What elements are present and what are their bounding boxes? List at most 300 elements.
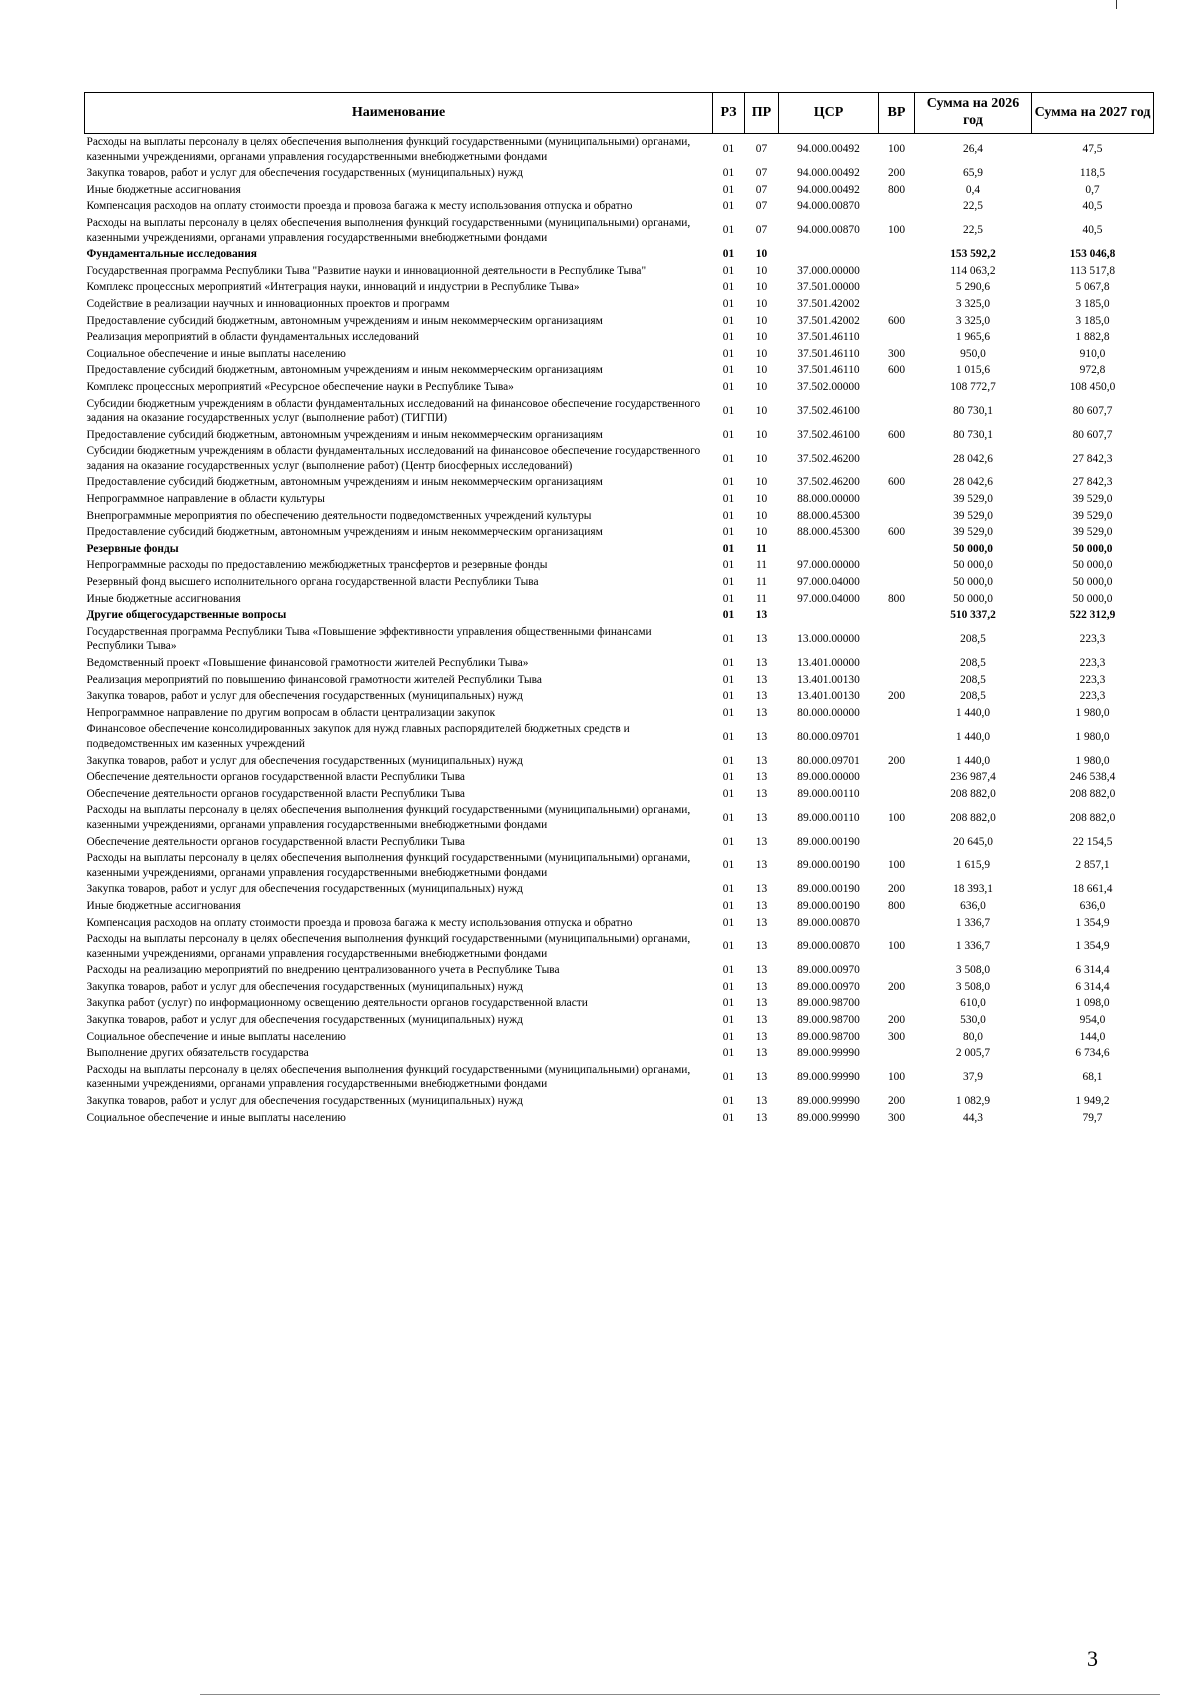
table-row [85, 198, 1154, 215]
row-vr [879, 995, 915, 1012]
row-name: Расходы на выплаты персоналу в целях обеспечения выполнения функций государственными (муниципальными) органами, казенными учреждениями, органами управления государственными внебюджетными фондами [86, 933, 691, 960]
row-vr: 300 [887, 1030, 906, 1043]
row-csr: 37.501.46110 [797, 331, 860, 344]
row-pr: 13 [755, 1111, 768, 1124]
row-rz: 01 [722, 364, 735, 377]
table-row [85, 329, 1154, 346]
row-sum-2026: 1 440,0 [955, 730, 991, 743]
header-sum-2027: Сумма на 2027 год [1032, 93, 1154, 134]
row-vr [879, 263, 915, 280]
row-sum-2027: 223,3 [1079, 657, 1106, 669]
row-name: Другие общегосударственные вопросы [86, 609, 287, 622]
row-sum-2027: 6 734,6 [1075, 1047, 1110, 1060]
row-vr [879, 557, 915, 574]
row-sum-2026: 37,9 [963, 1071, 983, 1084]
row-pr: 13 [755, 1047, 768, 1060]
bottom-rule [200, 1694, 1160, 1695]
row-sum-2026: 22,5 [963, 224, 983, 237]
row-pr: 13 [755, 1030, 768, 1043]
row-sum-2027: 5 067,8 [1075, 281, 1110, 294]
row-sum-2027: 50 000,0 [1072, 592, 1113, 605]
row-name: Закупка товаров, работ и услуг для обеспечения государственных (муниципальных) нужд [86, 883, 523, 896]
row-pr: 10 [755, 331, 768, 344]
row-csr: 89.000.00190 [797, 883, 860, 896]
row-csr: 97.000.00000 [797, 559, 860, 572]
row-sum-2027: 113 517,8 [1069, 264, 1116, 277]
row-vr: 100 [887, 859, 906, 872]
row-sum-2026: 28 042,6 [953, 452, 993, 465]
table-row [85, 850, 1154, 881]
row-pr: 10 [755, 248, 768, 261]
table-row [85, 508, 1154, 525]
table-row [85, 1093, 1154, 1110]
table-row [85, 165, 1154, 182]
table-row [85, 672, 1154, 689]
table-row [85, 931, 1154, 962]
header-name: Наименование [85, 93, 713, 134]
row-name: Расходы на выплаты персоналу в целях обеспечения выполнения функций государственными (муниципальными) органами, казенными учреждениями, органами управления государственными внебюджетными фондами [86, 136, 691, 163]
row-name: Субсидии бюджетным учреждениям в области фундаментальных исследований на финансовое обеспечение государственного задания на оказание государственных услуг (выполнение работ) (Центр биосферных исследований) [86, 445, 701, 472]
header-pr: ПР [745, 93, 779, 134]
row-vr [879, 198, 915, 215]
row-sum-2026: 1 440,0 [955, 706, 991, 719]
row-csr: 94.000.00492 [797, 183, 860, 196]
table-row [85, 443, 1154, 474]
row-sum-2027: 118,5 [1079, 167, 1106, 180]
table-row [85, 786, 1154, 803]
row-sum-2027: 27 842,3 [1072, 476, 1113, 489]
row-pr: 13 [755, 706, 768, 719]
table-row [85, 962, 1154, 979]
row-vr: 200 [887, 1014, 906, 1027]
row-vr: 100 [887, 940, 906, 953]
row-sum-2027: 153 046,8 [1069, 248, 1116, 261]
row-vr [879, 443, 915, 474]
row-rz: 01 [722, 997, 735, 1010]
row-sum-2026: 44,3 [963, 1111, 983, 1124]
row-sum-2026: 39 529,0 [953, 493, 993, 506]
row-pr: 10 [755, 509, 768, 522]
row-sum-2026: 50 000,0 [953, 559, 993, 572]
row-sum-2027: 68,1 [1082, 1071, 1103, 1084]
row-name: Реализация мероприятий по повышению финансовой грамотности жителей Республики Тыва [86, 673, 542, 686]
table-row [85, 557, 1154, 574]
row-name: Расходы на выплаты персоналу в целях обеспечения выполнения функций государственными (муниципальными) органами, казенными учреждениями, органами управления государственными внебюджетными фондами [86, 852, 691, 879]
table-row [85, 1012, 1154, 1029]
row-rz: 01 [722, 347, 735, 360]
row-csr: 37.502.00000 [797, 380, 860, 393]
row-rz: 01 [722, 771, 735, 784]
table-row [85, 655, 1154, 672]
table-body [85, 134, 1154, 1127]
row-name: Резервные фонды [86, 542, 179, 555]
row-rz: 01 [722, 940, 735, 953]
row-sum-2027: 1 980,0 [1075, 706, 1110, 719]
row-name: Предоставление субсидий бюджетным, автономным учреждениям и иным некоммерческим организациям [86, 476, 603, 489]
row-pr: 13 [755, 916, 768, 929]
row-sum-2027: 522 312,9 [1069, 609, 1116, 622]
row-csr: 37.000.00000 [797, 264, 860, 277]
table-row [85, 134, 1154, 166]
row-vr: 800 [887, 183, 906, 196]
row-sum-2026: 39 529,0 [953, 526, 993, 539]
row-pr: 13 [755, 811, 768, 824]
row-sum-2026: 108 772,7 [950, 380, 996, 393]
row-pr: 07 [755, 143, 768, 156]
row-rz: 01 [722, 980, 735, 993]
row-name: Обеспечение деятельности органов государственной власти Республики Тыва [86, 787, 465, 800]
row-pr: 10 [755, 476, 768, 489]
row-vr: 600 [887, 476, 906, 489]
row-sum-2027: 1 949,2 [1075, 1095, 1110, 1108]
row-csr: 89.000.00190 [797, 835, 860, 848]
row-sum-2027: 1 098,0 [1075, 997, 1110, 1010]
row-name: Предоставление субсидий бюджетным, автономным учреждениям и иным некоммерческим организациям [86, 428, 603, 441]
table-row [85, 769, 1154, 786]
row-csr [779, 541, 879, 558]
row-csr: 37.502.46200 [797, 452, 860, 465]
row-vr [879, 396, 915, 427]
row-pr: 11 [756, 576, 767, 589]
row-sum-2026: 1 615,9 [955, 859, 991, 872]
row-csr: 37.501.46110 [797, 364, 860, 377]
row-vr: 100 [887, 811, 906, 824]
row-csr: 89.000.00970 [797, 980, 860, 993]
row-rz: 01 [722, 183, 735, 196]
row-sum-2026: 208,5 [960, 633, 986, 646]
row-csr: 97.000.04000 [797, 576, 860, 589]
table-row [85, 979, 1154, 996]
row-name: Реализация мероприятий в области фундаментальных исследований [86, 331, 419, 344]
row-vr [879, 705, 915, 722]
row-csr: 37.502.46100 [797, 428, 860, 441]
table-row [85, 721, 1154, 752]
row-vr: 200 [887, 754, 906, 767]
row-rz: 01 [722, 964, 735, 977]
row-sum-2026: 208 882,0 [950, 811, 996, 824]
row-vr: 200 [887, 690, 906, 703]
row-rz: 01 [722, 1095, 735, 1108]
row-sum-2027: 223,3 [1079, 673, 1106, 686]
row-csr: 89.000.00110 [797, 787, 860, 800]
row-sum-2027: 80 607,7 [1072, 404, 1113, 417]
row-rz: 01 [722, 452, 735, 465]
table-row [85, 1062, 1154, 1093]
row-pr: 13 [755, 899, 768, 912]
row-csr: 37.502.46100 [797, 404, 860, 417]
row-sum-2026: 636,0 [960, 899, 986, 912]
table-row [85, 1045, 1154, 1062]
row-vr [879, 379, 915, 396]
header-csr: ЦСР [779, 93, 879, 134]
row-sum-2026: 610,0 [960, 997, 986, 1010]
row-sum-2027: 22 154,5 [1072, 835, 1113, 848]
row-vr [879, 672, 915, 689]
row-sum-2026: 28 042,6 [953, 476, 993, 489]
row-rz: 01 [722, 331, 735, 344]
row-csr: 94.000.00492 [797, 167, 860, 180]
row-sum-2026: 236 987,4 [950, 771, 996, 784]
row-name: Непрограммное направление по другим вопросам в области централизации закупок [86, 706, 496, 719]
row-rz: 01 [722, 811, 735, 824]
table-row [85, 688, 1154, 705]
row-csr: 89.000.98700 [797, 1030, 860, 1043]
table-row [85, 753, 1154, 770]
row-sum-2027: 223,3 [1079, 690, 1106, 703]
row-name: Обеспечение деятельности органов государственной власти Республики Тыва [86, 771, 465, 784]
row-sum-2027: 39 529,0 [1072, 493, 1113, 506]
row-csr: 13.000.00000 [797, 633, 860, 646]
row-name: Иные бюджетные ассигнования [86, 592, 241, 605]
row-sum-2026: 26,4 [963, 143, 983, 156]
row-vr [879, 915, 915, 932]
row-rz: 01 [722, 281, 735, 294]
table-row [85, 263, 1154, 280]
row-csr: 80.000.09701 [797, 730, 860, 743]
table-row [85, 834, 1154, 851]
table-row [85, 898, 1154, 915]
row-sum-2026: 39 529,0 [953, 509, 993, 522]
row-csr: 88.000.00000 [797, 493, 860, 506]
row-pr: 10 [755, 452, 768, 465]
row-rz: 01 [722, 493, 735, 506]
row-sum-2027: 208 882,0 [1069, 787, 1116, 800]
row-rz: 01 [722, 1030, 735, 1043]
row-rz: 01 [722, 224, 735, 237]
row-csr: 13.401.00000 [797, 657, 860, 669]
row-csr: 80.000.00000 [797, 706, 860, 719]
row-pr: 07 [755, 183, 768, 196]
row-csr: 13.401.00130 [797, 673, 860, 686]
row-name: Резервный фонд высшего исполнительного органа государственной власти Республики Тыва [86, 576, 539, 589]
row-rz: 01 [722, 592, 735, 605]
row-pr: 13 [755, 1095, 768, 1108]
row-csr: 89.000.00110 [797, 811, 860, 824]
row-pr: 07 [755, 167, 768, 180]
row-pr: 07 [755, 200, 768, 213]
row-vr [879, 721, 915, 752]
table-row [85, 313, 1154, 330]
row-csr [779, 246, 879, 263]
row-rz: 01 [722, 428, 735, 441]
table-row [85, 1029, 1154, 1046]
row-csr: 37.501.42002 [797, 314, 860, 327]
row-name: Предоставление субсидий бюджетным, автономным учреждениям и иным некоммерческим организациям [86, 364, 603, 377]
table-row [85, 591, 1154, 608]
table-row [85, 215, 1154, 246]
row-sum-2026: 114 063,2 [950, 264, 996, 277]
row-sum-2026: 20 645,0 [953, 835, 993, 848]
row-rz: 01 [722, 200, 735, 213]
table-row [85, 279, 1154, 296]
row-csr: 37.501.42002 [797, 297, 860, 310]
row-name: Закупка товаров, работ и услуг для обеспечения государственных (муниципальных) нужд [86, 980, 523, 993]
row-sum-2026: 80,0 [963, 1030, 983, 1043]
row-sum-2026: 1 440,0 [955, 754, 991, 767]
row-csr: 89.000.00870 [797, 940, 860, 953]
row-rz: 01 [722, 1014, 735, 1027]
table-row [85, 995, 1154, 1012]
row-sum-2027: 50 000,0 [1072, 559, 1113, 572]
row-vr: 600 [887, 526, 906, 539]
row-vr: 200 [887, 1095, 906, 1108]
row-pr: 13 [755, 690, 768, 703]
row-name: Иные бюджетные ассигнования [86, 183, 241, 196]
table-row [85, 624, 1154, 655]
row-pr: 13 [755, 1071, 768, 1084]
row-pr: 13 [755, 633, 768, 646]
row-sum-2027: 972,8 [1079, 364, 1106, 377]
row-vr [879, 296, 915, 313]
row-sum-2026: 3 508,0 [955, 964, 991, 977]
row-name: Комплекс процессных мероприятий «Интеграция науки, инноваций и индустрии в Республике Тыва» [86, 281, 580, 294]
row-vr [879, 508, 915, 525]
row-sum-2026: 1 965,6 [955, 331, 991, 344]
row-sum-2026: 80 730,1 [953, 428, 993, 441]
row-name: Закупка товаров, работ и услуг для обеспечения государственных (муниципальных) нужд [86, 690, 523, 703]
row-pr: 10 [755, 281, 768, 294]
table-row [85, 427, 1154, 444]
row-vr: 200 [887, 883, 906, 896]
row-rz: 01 [722, 1071, 735, 1084]
table-row [85, 362, 1154, 379]
table-row [85, 296, 1154, 313]
row-sum-2027: 246 538,4 [1069, 771, 1116, 784]
row-sum-2027: 1 354,9 [1075, 940, 1110, 953]
row-vr: 100 [887, 1071, 906, 1084]
row-csr: 37.501.46110 [797, 347, 860, 360]
row-name: Комплекс процессных мероприятий «Ресурсное обеспечение науки в Республике Тыва» [86, 380, 514, 393]
row-sum-2026: 510 337,2 [950, 609, 996, 622]
row-name: Непрограммные расходы по предоставлению межбюджетных трансфертов и резервные фонды [86, 559, 548, 572]
row-name: Выполнение других обязательств государства [86, 1047, 309, 1060]
row-vr: 100 [887, 143, 906, 156]
row-pr: 10 [755, 264, 768, 277]
row-sum-2027: 954,0 [1079, 1014, 1106, 1027]
table-row [85, 915, 1154, 932]
row-rz: 01 [722, 264, 735, 277]
row-rz: 01 [722, 248, 735, 261]
row-sum-2027: 39 529,0 [1072, 509, 1113, 522]
row-name: Непрограммное направление в области культуры [86, 493, 325, 506]
row-pr: 10 [755, 347, 768, 360]
table-row [85, 182, 1154, 199]
row-sum-2026: 208,5 [960, 690, 986, 703]
row-sum-2027: 80 607,7 [1072, 428, 1113, 441]
row-rz: 01 [722, 509, 735, 522]
row-vr [879, 786, 915, 803]
row-name: Закупка товаров, работ и услуг для обеспечения государственных (муниципальных) нужд [86, 1014, 523, 1027]
row-pr: 13 [755, 730, 768, 743]
row-sum-2027: 18 661,4 [1072, 883, 1113, 896]
row-sum-2027: 2 857,1 [1075, 859, 1110, 872]
row-sum-2027: 144,0 [1079, 1030, 1106, 1043]
row-vr: 300 [887, 347, 906, 360]
row-vr: 300 [887, 1111, 906, 1124]
row-sum-2027: 50 000,0 [1072, 542, 1113, 555]
row-vr: 800 [887, 592, 906, 605]
row-sum-2026: 3 508,0 [955, 980, 991, 993]
row-csr: 89.000.00000 [797, 771, 860, 784]
row-pr: 13 [755, 859, 768, 872]
row-name: Закупка работ (услуг) по информационному освещению деятельности органов государственной власти [86, 997, 588, 1010]
table-row [85, 574, 1154, 591]
row-sum-2026: 950,0 [960, 347, 986, 360]
row-pr: 11 [756, 542, 767, 555]
row-pr: 13 [755, 673, 768, 686]
table-row [85, 396, 1154, 427]
row-pr: 10 [755, 493, 768, 506]
row-sum-2027: 40,5 [1082, 224, 1103, 237]
row-csr: 89.000.99990 [797, 1071, 860, 1084]
row-pr: 13 [755, 883, 768, 896]
row-name: Государственная программа Республики Тыва "Развитие науки и инновационной деятельности в Республике Тыва" [86, 264, 647, 277]
row-vr: 600 [887, 314, 906, 327]
row-vr: 200 [887, 980, 906, 993]
row-vr [879, 541, 915, 558]
row-csr: 97.000.04000 [797, 592, 860, 605]
row-pr: 10 [755, 314, 768, 327]
row-rz: 01 [722, 859, 735, 872]
row-pr: 13 [755, 771, 768, 784]
row-sum-2026: 1 015,6 [955, 364, 991, 377]
row-rz: 01 [722, 835, 735, 848]
row-rz: 01 [722, 542, 735, 555]
row-csr: 89.000.99990 [797, 1047, 860, 1060]
row-csr: 94.000.00870 [797, 200, 860, 213]
row-csr: 89.000.00970 [797, 964, 860, 977]
row-sum-2027: 40,5 [1082, 200, 1103, 213]
row-sum-2027: 6 314,4 [1075, 980, 1110, 993]
row-csr: 89.000.00190 [797, 899, 860, 912]
header-rz: РЗ [713, 93, 745, 134]
row-sum-2026: 22,5 [963, 200, 983, 213]
row-sum-2026: 3 325,0 [955, 314, 991, 327]
row-rz: 01 [722, 706, 735, 719]
row-rz: 01 [722, 673, 735, 686]
row-rz: 01 [722, 787, 735, 800]
row-pr: 13 [755, 657, 768, 669]
row-name: Субсидии бюджетным учреждениям в области фундаментальных исследований на финансовое обеспечение государственного задания на оказание государственных услуг (выполнение работ) (ТИГПИ) [86, 397, 701, 425]
row-name: Социальное обеспечение и иные выплаты населению [86, 1111, 346, 1124]
row-vr [879, 1045, 915, 1062]
row-vr: 200 [887, 167, 906, 180]
row-pr: 13 [755, 1014, 768, 1027]
row-pr: 13 [755, 835, 768, 848]
row-sum-2026: 50 000,0 [953, 592, 993, 605]
row-sum-2027: 1 882,8 [1075, 331, 1110, 344]
row-name: Компенсация расходов на оплату стоимости проезда и провоза багажа к месту использования отпуска и обратно [86, 200, 633, 213]
row-rz: 01 [722, 297, 735, 310]
table-row [85, 379, 1154, 396]
row-sum-2026: 3 325,0 [955, 297, 991, 310]
table-row [85, 1110, 1154, 1127]
row-pr: 10 [755, 526, 768, 539]
row-sum-2027: 6 314,4 [1075, 964, 1110, 977]
table-row [85, 705, 1154, 722]
row-csr: 37.502.46200 [797, 476, 860, 489]
row-pr: 10 [755, 428, 768, 441]
row-name: Обеспечение деятельности органов государственной власти Республики Тыва [86, 835, 465, 848]
row-csr: 89.000.99990 [797, 1111, 860, 1124]
row-name: Закупка товаров, работ и услуг для обеспечения государственных (муниципальных) нужд [86, 1095, 523, 1108]
row-csr: 37.501.00000 [797, 281, 860, 294]
row-rz: 01 [722, 576, 735, 589]
row-pr: 13 [755, 997, 768, 1010]
row-sum-2027: 50 000,0 [1072, 576, 1113, 589]
row-rz: 01 [722, 690, 735, 703]
row-rz: 01 [722, 899, 735, 912]
